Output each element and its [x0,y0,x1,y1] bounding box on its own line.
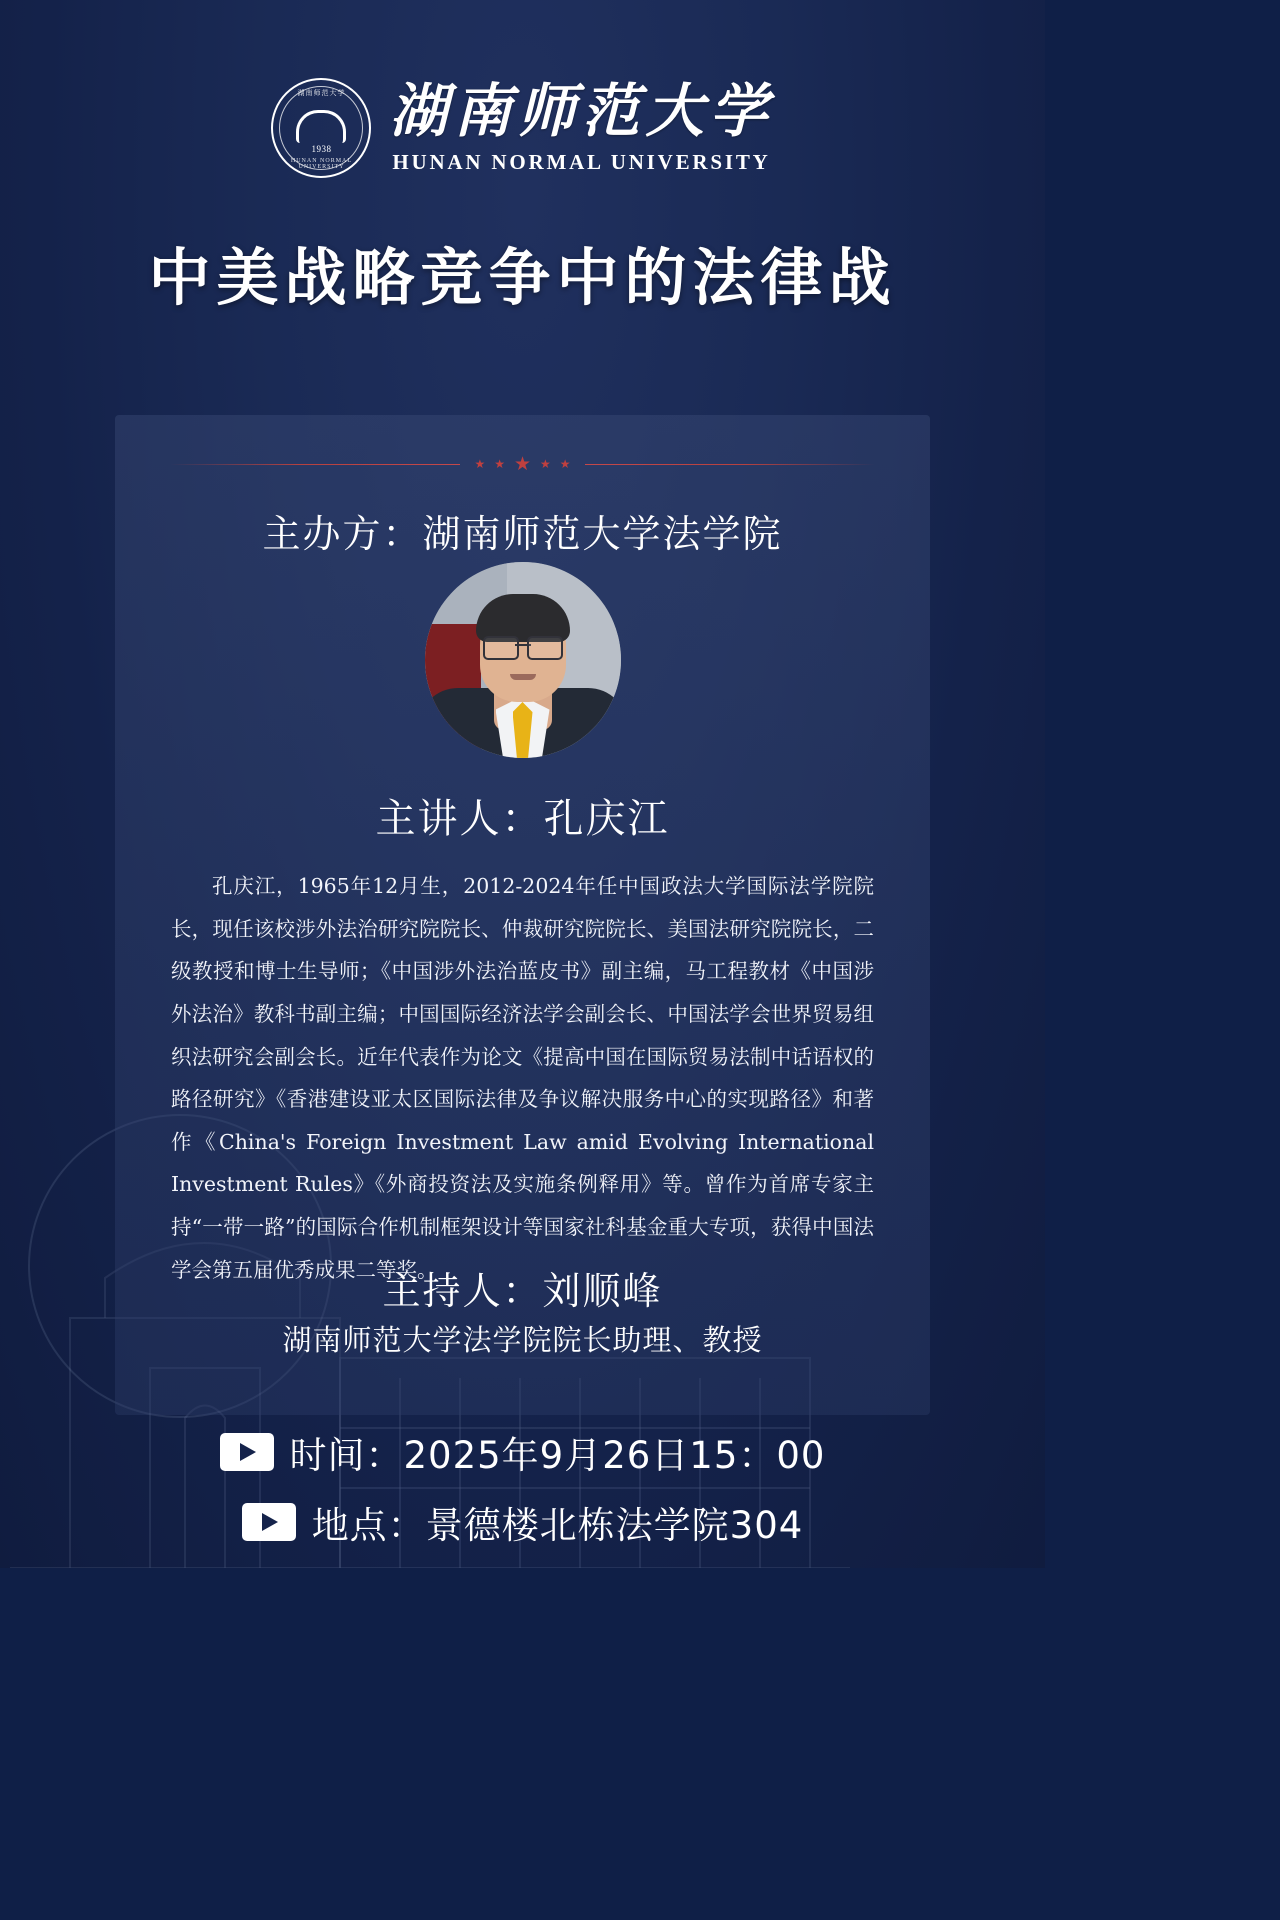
speaker-bio: 孔庆江，1965年12月生，2012-2024年任中国政法大学国际法学院院长，现任该校涉外法治研究院院长、仲裁研究院院长、美国法研究院院长，二级教授和博士生导师；《中国涉外法治蓝皮书》副主编，马工程教材《中国涉外法治》教科书副主编；中国国际经济法学会副会长、中国法学会世界贸易组织法研究会副会长。近年代表作为论文《提高中国在国际贸易法制中话语权的路径研究》《香港建设亚太区国际法律及争议解决服务中心的实现路径》和著作《China's Foreign Investment Law amid Evolving International Investment Rules》《外商投资法及实施条例释用》等。曾作为首席专家主持“一带一路”的国际合作机制框架设计等国家社科基金重大专项，获得中国法学会第五届优秀成果二等奖。 [171,874,874,1282]
organizer-label: 主办方：湖南师范大学法学院 [262,512,783,556]
star-icon: ★ [540,457,551,471]
portrait-glasses-icon [483,636,563,656]
brand-wordmark [389,77,774,175]
play-button-icon [242,1503,296,1541]
crest-peak-shape [296,110,346,143]
event-place-text: 地点：景德楼北栋法学院304 [311,1504,804,1547]
event-time-row [220,1425,826,1479]
play-button-icon [220,1433,274,1471]
university-crest-icon [271,78,371,178]
crest-year: 1938 [311,144,332,154]
portrait-mouth [510,674,536,680]
content-card [115,415,930,1415]
star-icon: ★ [559,457,571,471]
university-name-cn: 湖南师范大学 [389,77,774,146]
divider-line-left [170,464,460,465]
crest-ring-bottom: HUNAN NORMAL UNIVERSITY [290,158,353,170]
moderator-name: 主持人：刘顺峰 [382,1269,663,1313]
page-title: 中美战略竞争中的法律战 [148,241,897,314]
speaker-portrait [425,562,621,758]
glasses-lens-right [527,636,563,660]
brand-header [0,78,1045,178]
star-icon: ★ [474,457,486,471]
divider-line-right [585,464,875,465]
crest-ring-top: 湖南师范大学 [297,89,346,97]
speaker-label: 主讲人：孔庆江 [375,796,670,842]
university-name-en: HUNAN NORMAL UNIVERSITY [392,149,771,174]
star-icon-large: ★ [513,453,532,475]
glasses-lens-left [483,636,519,660]
event-time-text: 时间：2025年9月26日15：00 [289,1434,826,1477]
stars-group-icon [460,455,584,474]
event-info [0,1425,1045,1549]
event-place-row [242,1495,804,1549]
portrait-hair [476,594,570,642]
moderator-title: 湖南师范大学法学院院长助理、教授 [282,1323,763,1357]
red-stars-divider [170,453,875,475]
star-icon: ★ [494,457,505,471]
